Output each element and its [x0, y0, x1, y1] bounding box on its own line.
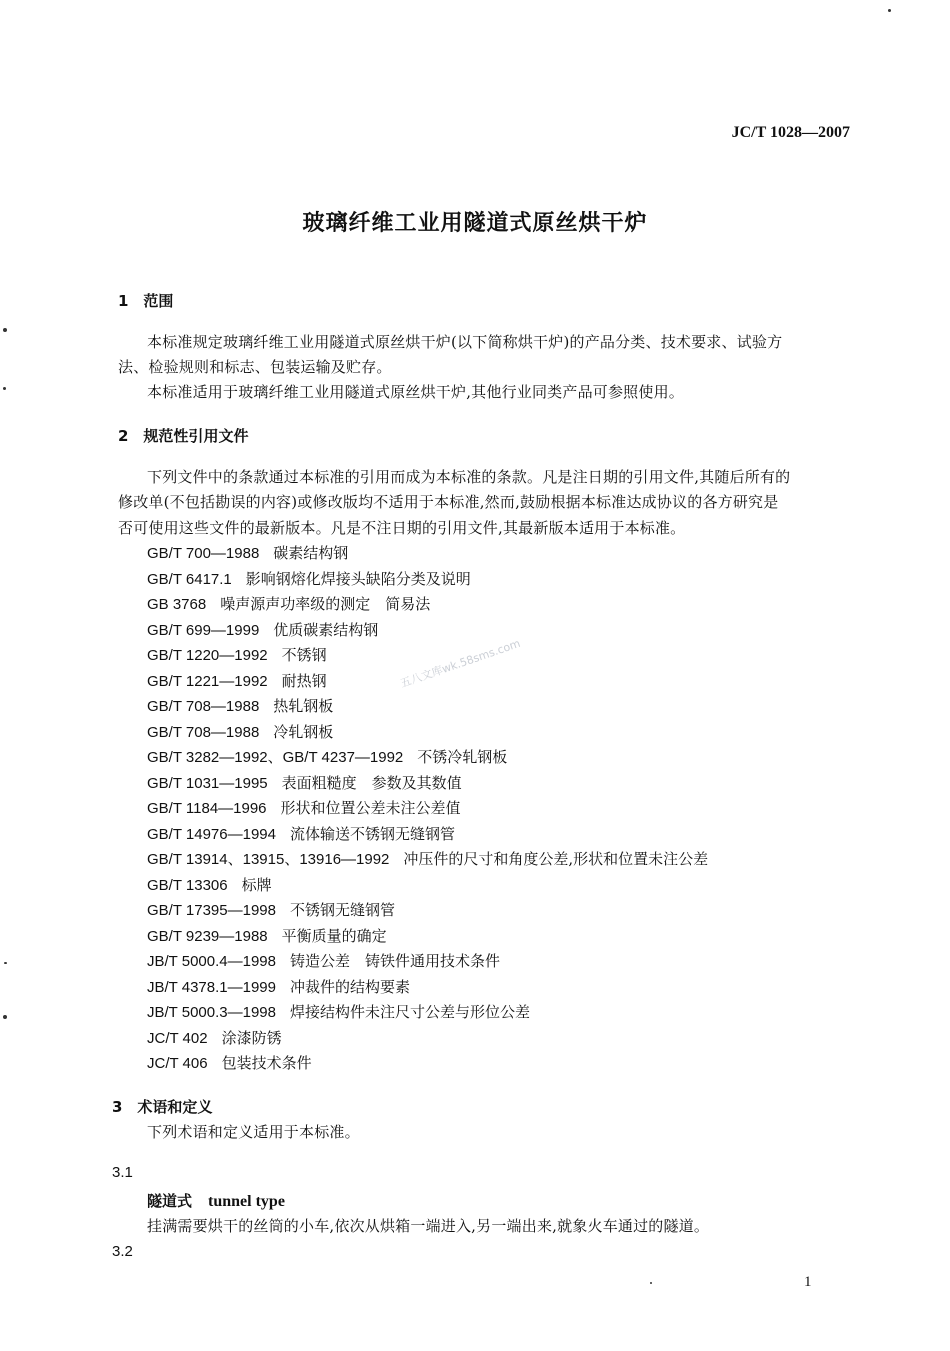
reference-name: 不锈冷轧钢板 — [417, 748, 508, 766]
clause-3-2-number: 3.2 — [112, 1243, 133, 1260]
reference-code: JB/T 5000.4—1998 — [147, 953, 276, 970]
reference-item — [147, 541, 708, 567]
reference-item — [147, 1051, 708, 1077]
reference-name: 铸造公差 铸铁件通用技术条件 — [289, 952, 500, 970]
section-1-para2: 本标准适用于玻璃纤维工业用隧道式原丝烘干炉,其他行业同类产品可参照使用。 — [147, 383, 684, 401]
reference-code: GB/T 6417.1 — [147, 570, 232, 588]
reference-item — [147, 1000, 708, 1026]
section-3-intro: 下列术语和定义适用于本标准。 — [147, 1123, 360, 1141]
reference-name: 流体输送不锈钢无缝钢管 — [289, 824, 455, 843]
reference-name: 冲裁件的结构要素 — [289, 977, 410, 996]
reference-name: 冷轧钢板 — [273, 722, 334, 741]
scan-speck — [650, 1282, 652, 1284]
reference-name: 表面粗糙度 参数及其数值 — [281, 773, 462, 792]
reference-item — [147, 694, 708, 720]
reference-item — [147, 822, 708, 848]
reference-item — [147, 847, 708, 873]
reference-name: 焊接结构件未注尺寸公差与形位公差 — [289, 1003, 530, 1021]
reference-code: GB/T 17395—1998 — [147, 902, 276, 919]
reference-code: GB/T 1220—1992 — [147, 647, 268, 664]
reference-name: 形状和位置公差未注公差值 — [280, 799, 461, 817]
reference-code: GB/T 1184—1996 — [147, 800, 267, 817]
reference-item — [147, 592, 708, 618]
reference-code: JB/T 4378.1—1999 — [147, 978, 276, 996]
reference-code: GB 3768 — [147, 596, 207, 613]
watermark: 五八文库wk.58sms.com — [398, 636, 523, 691]
reference-item — [147, 975, 708, 1001]
clause-3-1-number: 3.1 — [112, 1164, 133, 1181]
section-2-para-line2: 修改单(不包括勘误的内容)或修改版均不适用于本标准,然而,鼓励根据本标准达成协议的各方研究是 — [118, 493, 779, 511]
reference-item — [147, 745, 708, 771]
reference-item — [147, 771, 708, 797]
section-1-para1-line1: 本标准规定玻璃纤维工业用隧道式原丝烘干炉(以下简称烘干炉)的产品分类、技术要求、试验方 — [147, 333, 783, 351]
reference-list — [147, 541, 708, 1077]
reference-code: JB/T 5000.3—1998 — [147, 1004, 276, 1021]
scan-speck — [3, 1015, 7, 1019]
reference-name: 包装技术条件 — [221, 1054, 312, 1072]
clause-3-1-term — [147, 1190, 285, 1211]
page-number: 1 — [804, 1274, 812, 1290]
reference-item — [147, 796, 708, 822]
section-2-para-line1: 下列文件中的条款通过本标准的引用而成为本标准的条款。凡是注日期的引用文件,其随后所有的 — [147, 468, 791, 486]
reference-code: GB/T 1031—1995 — [147, 774, 268, 792]
term-english: tunnel type — [208, 1193, 285, 1210]
reference-code: JC/T 406 — [147, 1055, 208, 1072]
reference-code: GB/T 13306 — [147, 876, 228, 894]
reference-name: 平衡质量的确定 — [281, 926, 387, 945]
reference-name: 耐热钢 — [281, 671, 327, 690]
reference-code: GB/T 14976—1994 — [147, 825, 276, 843]
reference-item — [147, 873, 708, 899]
reference-name: 影响钢熔化焊接头缺陷分类及说明 — [245, 569, 471, 588]
reference-name: 冲压件的尺寸和角度公差,形状和位置未注公差 — [403, 850, 709, 868]
term-chinese: 隧道式 — [147, 1192, 193, 1210]
scan-speck — [888, 9, 891, 12]
section-1-heading: 1 范围 — [118, 292, 174, 310]
reference-name: 优质碳素结构钢 — [273, 620, 379, 639]
reference-name: 碳素结构钢 — [273, 544, 349, 562]
reference-code: GB/T 708—1988 — [147, 723, 260, 741]
reference-item — [147, 567, 708, 593]
reference-item — [147, 618, 708, 644]
reference-item — [147, 1026, 708, 1052]
clause-3-1-definition: 挂满需要烘干的丝筒的小车,依次从烘箱一端进入,另一端出来,就象火车通过的隧道。 — [147, 1217, 710, 1235]
reference-name: 不锈钢 — [281, 646, 327, 664]
reference-code: GB/T 13914、13915、13916—1992 — [147, 851, 390, 868]
document-title: 玻璃纤维工业用隧道式原丝烘干炉 — [302, 211, 648, 236]
reference-code: JC/T 402 — [147, 1029, 208, 1047]
reference-item — [147, 949, 708, 975]
reference-name: 噪声源声功率级的测定 简易法 — [220, 595, 431, 613]
scan-speck — [4, 962, 7, 964]
section-2-para-line3: 否可使用这些文件的最新版本。凡是不注日期的引用文件,其最新版本适用于本标准。 — [118, 519, 686, 537]
reference-name: 热轧钢板 — [273, 697, 334, 715]
reference-name: 涂漆防锈 — [221, 1028, 282, 1047]
reference-code: GB/T 9239—1988 — [147, 927, 268, 945]
reference-name: 不锈钢无缝钢管 — [289, 901, 395, 919]
reference-code: GB/T 3282—1992、GB/T 4237—1992 — [147, 749, 404, 766]
standard-code: JC/T 1028—2007 — [731, 124, 850, 141]
reference-code: GB/T 1221—1992 — [147, 672, 268, 690]
reference-item — [147, 720, 708, 746]
reference-code: GB/T 699—1999 — [147, 621, 260, 639]
section-1-para1-line2: 法、检验规则和标志、包装运输及贮存。 — [118, 358, 392, 376]
reference-item — [147, 924, 708, 950]
section-3-heading: 3 术语和定义 — [112, 1098, 213, 1116]
scan-speck — [3, 387, 6, 390]
reference-name: 标牌 — [241, 875, 272, 894]
reference-code: GB/T 708—1988 — [147, 698, 260, 715]
reference-item — [147, 898, 708, 924]
section-2-heading: 2 规范性引用文件 — [118, 427, 249, 445]
scan-speck — [3, 328, 7, 332]
reference-code: GB/T 700—1988 — [147, 545, 260, 562]
